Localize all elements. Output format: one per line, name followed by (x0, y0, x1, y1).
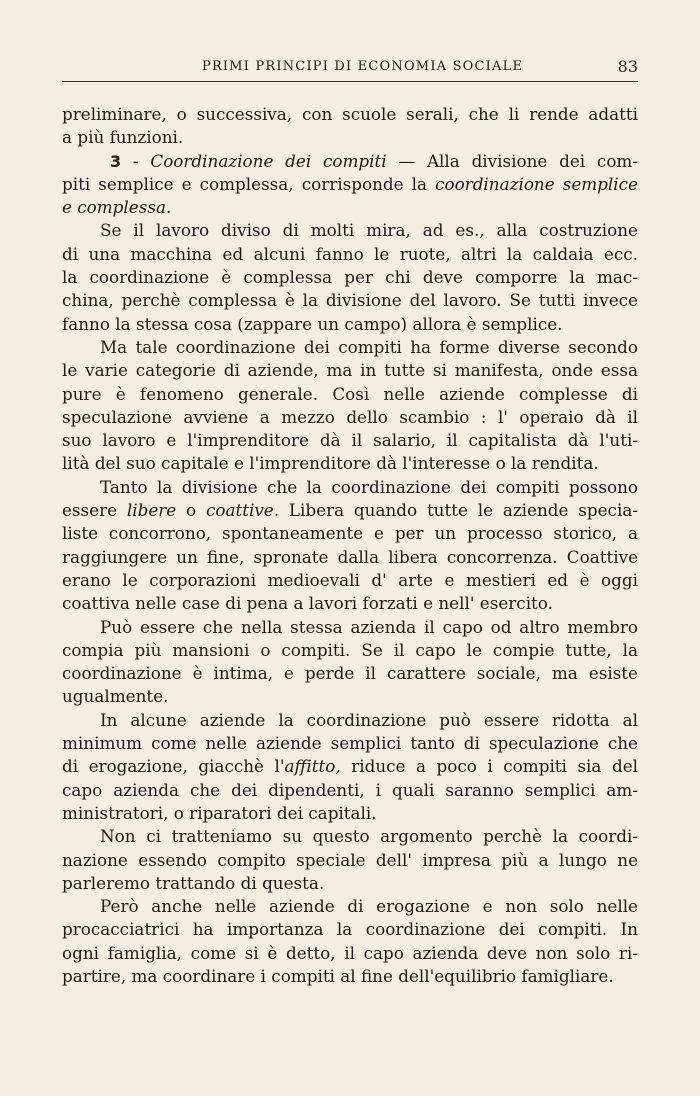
text-line: pure è fenomeno generale. Così nelle aziende complesse di (62, 383, 638, 404)
text-line: raggiungere un fine, spronate dalla libera concorrenza. Coattive (62, 546, 638, 567)
text-line: nazione essendo compito speciale dell' impresa più a lungo ne (62, 849, 638, 870)
text-line: Tanto la divisione che la coordinazione dei compiti possono (100, 476, 638, 497)
section-heading-line: 3 - Coordinazione dei compiti — Alla divisione dei com- (110, 150, 638, 171)
text-line: compia più mansioni o compiti. Se il capo le compie tutte, la (62, 639, 638, 660)
text-line: Se il lavoro diviso di molti mira, ad es., alla costruzione (100, 220, 638, 241)
text-line: lità del suo capitale e l'imprenditore dà l'interesse o la rendita. (62, 453, 599, 474)
text-line: capo azienda che dei dipendenti, i quali saranno semplici am- (62, 779, 638, 800)
text-line: essere libere o coattive. Libera quando tutte le aziende specia- (62, 500, 638, 521)
text-line: Però anche nelle aziende di erogazione e non solo nelle (100, 896, 638, 917)
text-line: le varie categorie di aziende, ma in tutte si manifesta, onde essa (62, 360, 638, 381)
text-line: a più funzioni. (62, 127, 184, 148)
text-line: fanno la stessa cosa (zappare un campo) allora è semplice. (62, 313, 563, 334)
text-line: In alcune aziende la coordinazione può essere ridotta al (100, 709, 638, 730)
text-line: Ma tale coordinazione dei compiti ha forme diverse secondo (100, 336, 638, 357)
text-line: coordinazione è intima, e perde il carattere sociale, ma esiste (62, 663, 638, 684)
text-line: di erogazione, giacchè l'affitto, riduce a poco i compiti sia del (62, 756, 638, 777)
running-title: PRIMI PRINCIPI DI ECONOMIA SOCIALE (202, 59, 524, 74)
section-title: Coordinazione dei compiti (150, 150, 387, 171)
text-line: la coordinazione è complessa per chi deve comporre la mac- (62, 267, 638, 288)
text-line: Non ci tratteniamo su questo argomento perchè la coordi- (100, 826, 638, 847)
text-line: e complessa. (62, 197, 172, 218)
text-line: suo lavoro e l'imprenditore dà il salario, il capitalista dà l'uti- (62, 430, 638, 451)
text-line: parleremo trattando di questa. (62, 872, 325, 893)
page-number: 83 (617, 57, 638, 76)
section-number: 3 (110, 151, 122, 171)
body-text (62, 103, 638, 988)
text-line: preliminare, o successiva, con scuole serali, che li rende adatti (62, 104, 638, 124)
text-line: speculazione avviene a mezzo dello scambio : l' operaio dà il (62, 406, 638, 427)
text-line: coattiva nelle case di pena a lavori forzati e nell' esercito. (62, 593, 553, 614)
text-line: procacciatrici ha importanza la coordinazione dei compiti. In (62, 919, 638, 940)
text-line: piti semplice e complessa, corrisponde la coordinazione semplice (62, 173, 638, 194)
text-line: china, perchè complessa è la divisione del lavoro. Se tutti invece (62, 290, 638, 311)
page-header (62, 56, 638, 80)
text-line: di una macchina ed alcuni fanno le ruote, altri la caldaia ecc. (62, 243, 638, 264)
text-line: ugualmente. (62, 686, 169, 707)
text-line: Può essere che nella stessa azienda il capo od altro membro (100, 616, 638, 637)
text-line: liste concorrono, spontaneamente e per un processo storico, a (62, 523, 638, 544)
text-line: partire, ma coordinare i compiti al fine dell'equilibrio famigliare. (62, 965, 614, 986)
text-line: erano le corporazioni medioevali d' arte e mestieri ed è oggi (62, 569, 638, 590)
text-line: ministratori, o riparatori dei capitali. (62, 802, 377, 823)
header-rule (62, 81, 638, 82)
text-line: minimum come nelle aziende semplici tanto di speculazione che (62, 733, 638, 754)
text-line: ogni famiglia, come si è detto, il capo azienda deve non solo ri- (62, 942, 638, 963)
